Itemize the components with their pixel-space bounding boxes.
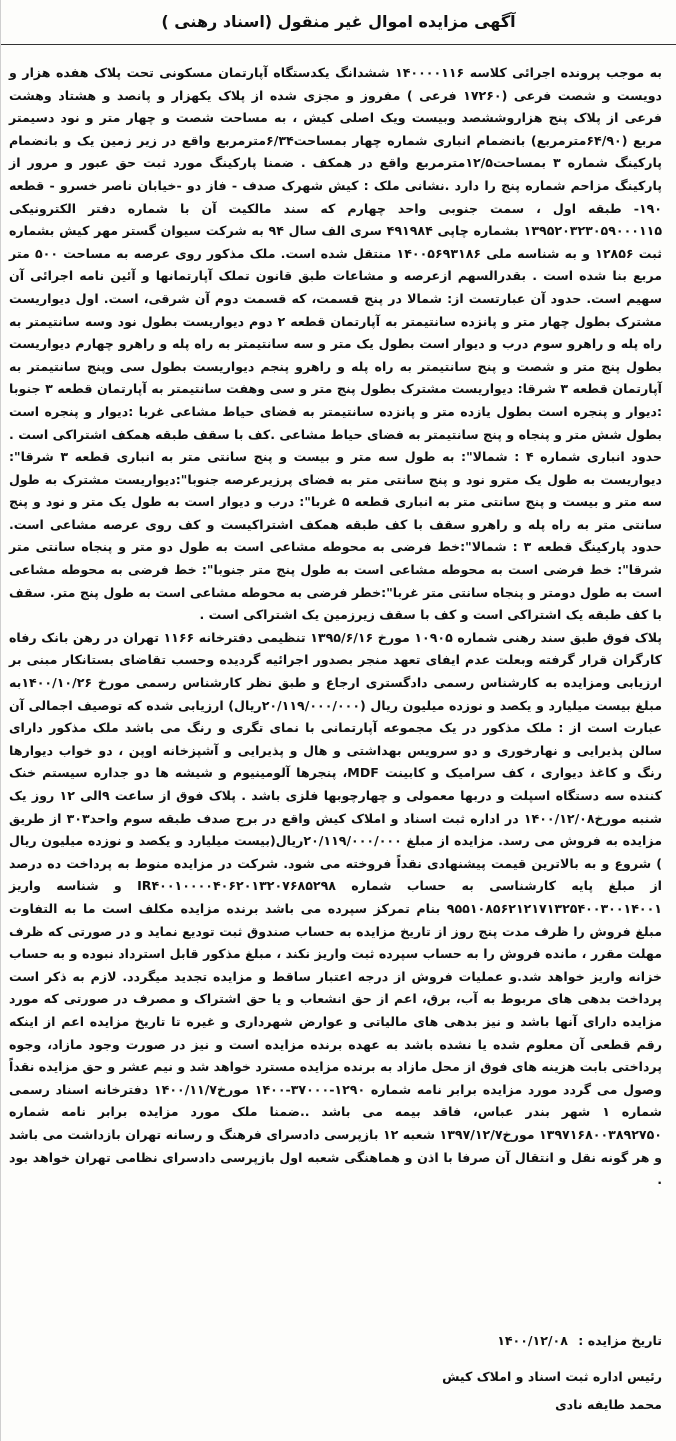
title-divider	[1, 44, 676, 45]
signature-block	[442, 1363, 662, 1419]
notice-paragraph-property-description: به موجب پرونده اجرائی کلاسه ۱۴۰۰۰۰۱۱۶ ششدانگ یکدستگاه آپارتمان مسکونی تحت پلاک هفده هزار و دویست و شصت فرعی (۱۷۲۶۰ فرعی ) مفروز و مجزی شده از پلاک یکهزار و پانصد و هشتاد وهشت فرعی از پلاک پنج هزاروششصد وبیست ویک اصلی کیش ، به مساحت شصت و چهار متر و نود دسیمتر مربع (۶۴/۹۰مترمربع) بانضمام انباری شماره چهار بمساحت۶/۳۴مترمربع واقع در زیر زمین یک و بانضمام پارکینگ شماره ۳ بمساحت۱۲/۵مترمربع واقع در همکف . ضمنا پارکینگ مورد ثبت حق عبور و مرور از پارکینگ مزاحم شماره پنج را دارد .نشانی ملک : کیش شهرک صدف - فاز دو -خیابان ناصر خسرو - قطعه ۱۹۰- طبقه اول ، سمت جنوبی واحد چهارم که سند مالکیت آن با شماره دفتر الکترونیکی ۱۳۹۵۲۰۳۲۳۰۵۹۰۰۰۱۱۵ بشماره چاپی ۴۹۱۹۸۴ سری الف سال ۹۴ به شرکت سیوان گستر مهر کیش بشماره ثبت ۱۲۸۵۶ و به شناسه ملی ۱۴۰۰۵۶۹۳۱۸۶ منتقل شده است. ملک مذکور روی عرصه به مساحت ۵۰۰ متر مربع بنا شده است . بقدرالسهم ازعرصه و مشاعات طبق قانون تملک آپارتمانها و آئین نامه اجرائی آن سهیم است. حدود آن عبارتست از: شمالا در پنج قسمت، که قسمت دوم آن شرقی، است. اول دیواریست مشترک بطول چهار متر و پانزده سانتیمتر به آپارتمان قطعه ۲ دوم دیواریست بطول نود وسه سانتیمتر به راه پله و راهرو سوم درب و دیوار است بطول یک متر و سه سانتیمتر به راه پله و راهرو چهارم دیواریست بطول پنج متر و شصت و پنج سانتیمتر به راه پله و راهرو پنجم دیواریست بطول سی وپنج سانتیمتر به آپارتمان قطعه ۳ شرقا: دیواریست مشترک بطول پنج متر و سی وهفت سانتیمتر به آپارتمان قطعه ۳ جنوبا :دیوار و پنجره است بطول یازده متر و پانزده سانتیمتر به فضای حیاط مشاعی غربا :دیوار و پنجره است بطول شش متر و پنجاه و پنج سانتیمتر به فضای حیاط مشاعی .کف با سقف طبقه همکف اشتراکی است . حدود انباری شماره ۴ : شمالا": به طول سه متر و بیست و پنج سانتی متر به انباری قطعه ۳ شرقا": دیواریست به طول یک مترو نود و پنج سانتی متر به فضای پرزیرعرصه جنوبا":دیواریست مشترک به طول سه متر و بیست و پنج سانتی متر به انباری قطعه ۵ غربا": درب و دیوار است به طول یک متر و نود و پنج سانتی متر به راه پله و راهرو سقف با کف طبقه همکف اشتراکیست و کف روی عرصه مشاعی است. حدود پارکینگ قطعه ۳ : شمالا":خط فرضی به محوطه مشاعی است به طول دو متر و پنجاه سانتی متر شرقا": خط فرضی است به محوطه مشاعی است به طول پنج متر جنوبا": خط فرضی به محوطه مشاعی است به طول دومتر و پنجاه سانتی متر غربا":خطر فرضی به محوطه مشاعی است به طول پنج متر. سقف با کف طبقه یک اشتراکی است و کف با سقف زیرزمین یک اشتراکی است .	[9, 65, 663, 623]
notice-body	[9, 62, 662, 1192]
auction-date-value: ۱۴۰۰/۱۲/۰۸	[497, 1333, 568, 1348]
signature-office: رئیس اداره ثبت اسناد و املاک کیش	[442, 1369, 662, 1384]
auction-date-line	[497, 1333, 662, 1348]
signature-name: محمد طایفه نادی	[555, 1397, 662, 1412]
notice-title: آگهی مزایده اموال غیر منقول (اسناد رهنی )	[161, 12, 516, 31]
notice-paragraph-auction-terms: پلاک فوق طبق سند رهنی شماره ۱۰۹۰۵ مورخ ۱۳۹۵/۶/۱۶ تنظیمی دفترخانه ۱۱۶۶ تهران در رهن بانک رفاه کارگران قرار گرفته وبعلت عدم ایفای تعهد منجر بصدور اجرائیه گردیده وحسب تقاضای بستانکار مبنی بر ارزیابی ومزایده به کارشناس رسمی دادگستری ارجاع و طبق نظر کارشناس رسمی مورخ ۱۴۰۰/۱۰/۲۶به مبلغ بیست میلیارد و یکصد و نوزده میلیون ریال (۲۰/۱۱۹/۰۰۰/۰۰۰ریال) ارزیابی شده که توصیف اجمالی آن عبارت است از : ملک مذکور در یک مجموعه آپارتمانی با نمای تگری و رنگ می باشد ملک مذکور دارای سالن پذیرایی و نهارخوری و دو سرویس بهداشتی و هال و پذیرایی و آشپزخانه اوپن ، دو خواب دیوارها رنگ و کاغذ دیواری ، کف سرامیک و کابینت MDF، پنجرها آلومینیوم و شیشه ها دو جداره سیستم خنک کننده سه دستگاه اسپلت و دربها معمولی و چهارچوبها فلزی باشد . پلاک فوق از ساعت ۹الی ۱۲ روز یک شنبه مورخ۱۴۰۰/۱۲/۰۸ در اداره ثبت اسناد و املاک کیش واقع در برج صدف طبقه سوم واحد۳۰۳ از طریق مزایده به فروش می رسد. مزایده از مبلغ ۲۰/۱۱۹/۰۰۰/۰۰۰ریال(بیست میلیارد و یکصد و نوزده میلیون ریال ) شروع و به بالاترین قیمت پیشنهادی نقداً فروخته می شود. شرکت در مزایده منوط به پرداخت ده درصد از مبلغ پایه کارشناسی به حساب شماره IR۴۰۰۱۰۰۰۰۴۰۶۲۰۱۳۲۰۷۶۸۵۲۹۸ و شناسه واریز ۹۵۵۱۰۸۵۶۲۱۲۱۷۱۳۲۵۴۰۰۳۰۰۱۴۰۰۱ بنام تمرکز سپرده می باشد برنده مزایده مکلف است ما به التفاوت مبلغ فروش را ظرف مدت پنج روز از تاریخ مزایده به حساب صندوق ثبت تودیع نماید و در صورتی که ظرف مهلت مقرر ، مانده فروش را به حساب سپرده ثبت واریز نکند ، مبلغ مذکور قابل استرداد نبوده و به حساب خزانه واریز خواهد شد.و عملیات فروش از درجه اعتبار ساقط و مزایده تجدید میگردد. لازم به ذکر است پرداخت بدهی های مربوط به آب، برق، اعم از حق انشعاب و یا حق اشتراک و مصرف در صورتی که مورد مزایده دارای آنها باشد و نیز بدهی های مالیاتی و عوارض شهرداری و غیره تا تاریخ مزایده اعم از اینکه رقم قطعی آن معلوم شده یا نشده باشد به عهده برنده مزایده است و نیز در صورت وجود مازاد، وجوه پرداختی بابت هزینه های فوق از محل مازاد به برنده مزایده مسترد خواهد شد و نیم عشر و حق مزایده نقداً وصول می گردد مورد مزایده برابر نامه شماره ۱۲۹۰-۳۷۰۰۰-۱۴۰۰ مورخ۱۴۰۰/۱۱/۷ دفترخانه اسناد رسمی شماره ۱ شهر بندر عباس، فاقد بیمه می باشد ..ضمنا ملک مورد مزایده برابر نامه شماره ۱۳۹۷۱۶۸۰۰۳۸۹۲۷۵۰ مورخ۱۳۹۷/۱۲/۷ شعبه ۱۲ بازپرسی دادسرای فرهنگ و رسانه تهران بازداشت می باشد و هر گونه نقل و انتقال آن صرفا با اذن و هماهنگی شعبه اول بازپرسی دادسرای نظامی تهران خواهد بود .	[9, 629, 663, 1188]
auction-date-label: تاریخ مزایده :	[578, 1333, 662, 1348]
